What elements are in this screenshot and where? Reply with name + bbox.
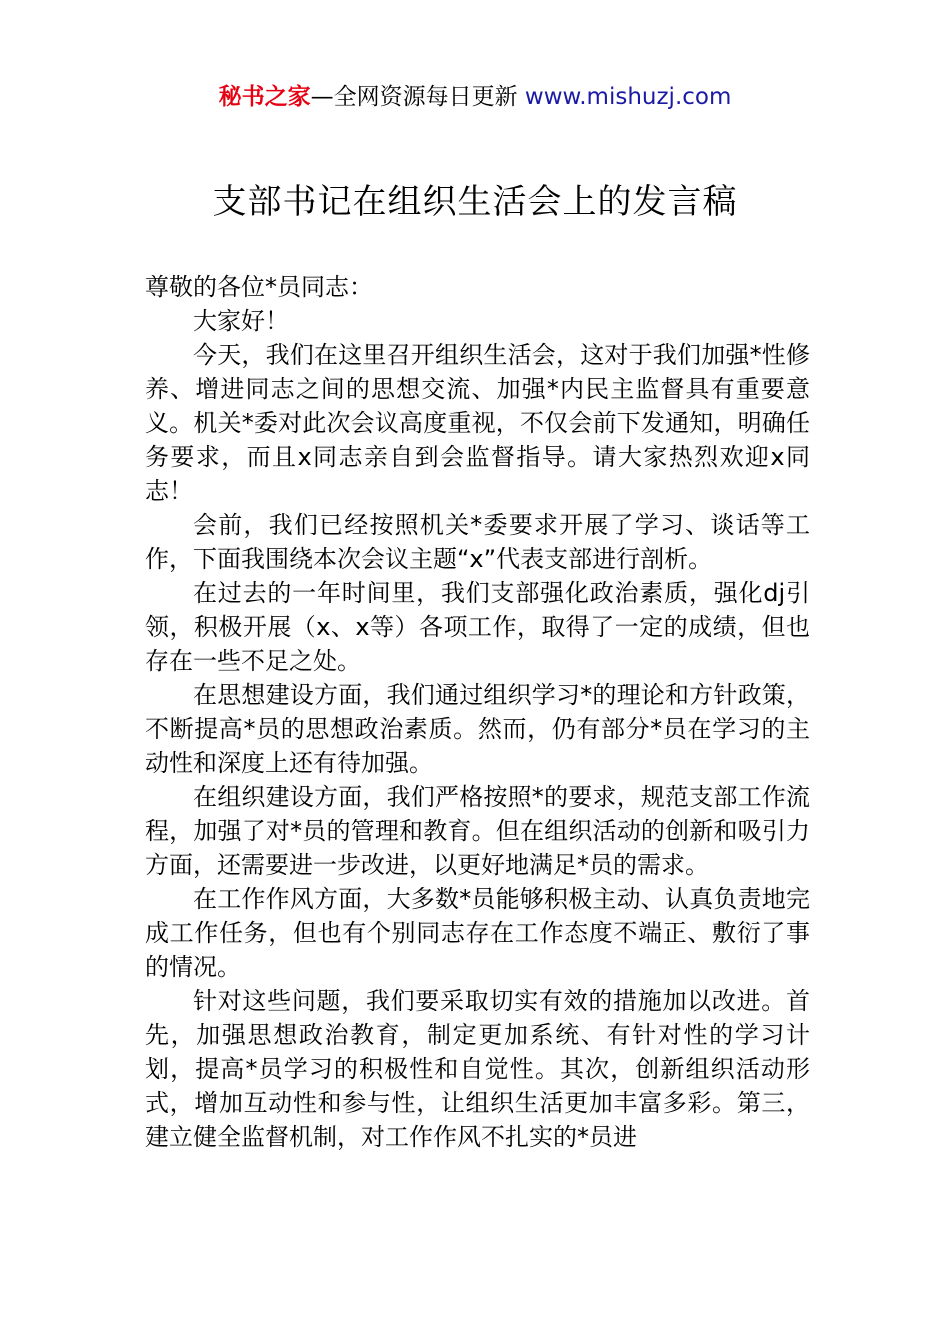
paragraph: 会前，我们已经按照机关*委要求开展了学习、谈话等工作，下面我围绕本次会议主题“x”代表支部进行剖析。 [145,511,810,573]
paragraph: 在工作作风方面，大多数*员能够积极主动、认真负责地完成工作任务，但也有个别同志存在工作态度不端正、敷衍了事的情况。 [145,885,810,981]
site-brand: 秘书之家 [218,84,311,110]
paragraph: 在思想建设方面，我们通过组织学习*的理论和方针政策，不断提高*员的思想政治素质。然而，仍有部分*员在学习的主动性和深度上还有待加强。 [145,681,810,777]
paragraph: 在组织建设方面，我们严格按照*的要求，规范支部工作流程，加强了对*员的管理和教育。但在组织活动的创新和吸引力方面，还需要进一步改进，以更好地满足*员的需求。 [145,783,810,879]
site-header [0,82,950,112]
site-tagline: —全网资源每日更新 [310,84,518,110]
paragraph: 大家好！ [193,307,289,335]
document-body [145,270,810,1154]
salutation: 尊敬的各位*员同志： [145,273,373,301]
paragraph: 今天，我们在这里召开组织生活会，这对于我们加强*性修养、增进同志之间的思想交流、加强*内民主监督具有重要意义。机关*委对此次会议高度重视，不仅会前下发通知，明确任务要求，而且x同志亲自到会监督指导。请大家热烈欢迎x同志！ [145,341,810,505]
paragraph: 在过去的一年时间里，我们支部强化政治素质，强化dj引领，积极开展（x、x等）各项工作，取得了一定的成绩，但也存在一些不足之处。 [145,579,810,675]
document-title: 支部书记在组织生活会上的发言稿 [212,182,738,222]
site-url-link[interactable]: www.mishuzj.com [524,84,732,110]
paragraph: 针对这些问题，我们要采取切实有效的措施加以改进。首先，加强思想政治教育，制定更加系统、有针对性的学习计划，提高*员学习的积极性和自觉性。其次，创新组织活动形式，增加互动性和参与性，让组织生活更加丰富多彩。第三，建立健全监督机制，对工作作风不扎实的*员进 [145,987,810,1151]
